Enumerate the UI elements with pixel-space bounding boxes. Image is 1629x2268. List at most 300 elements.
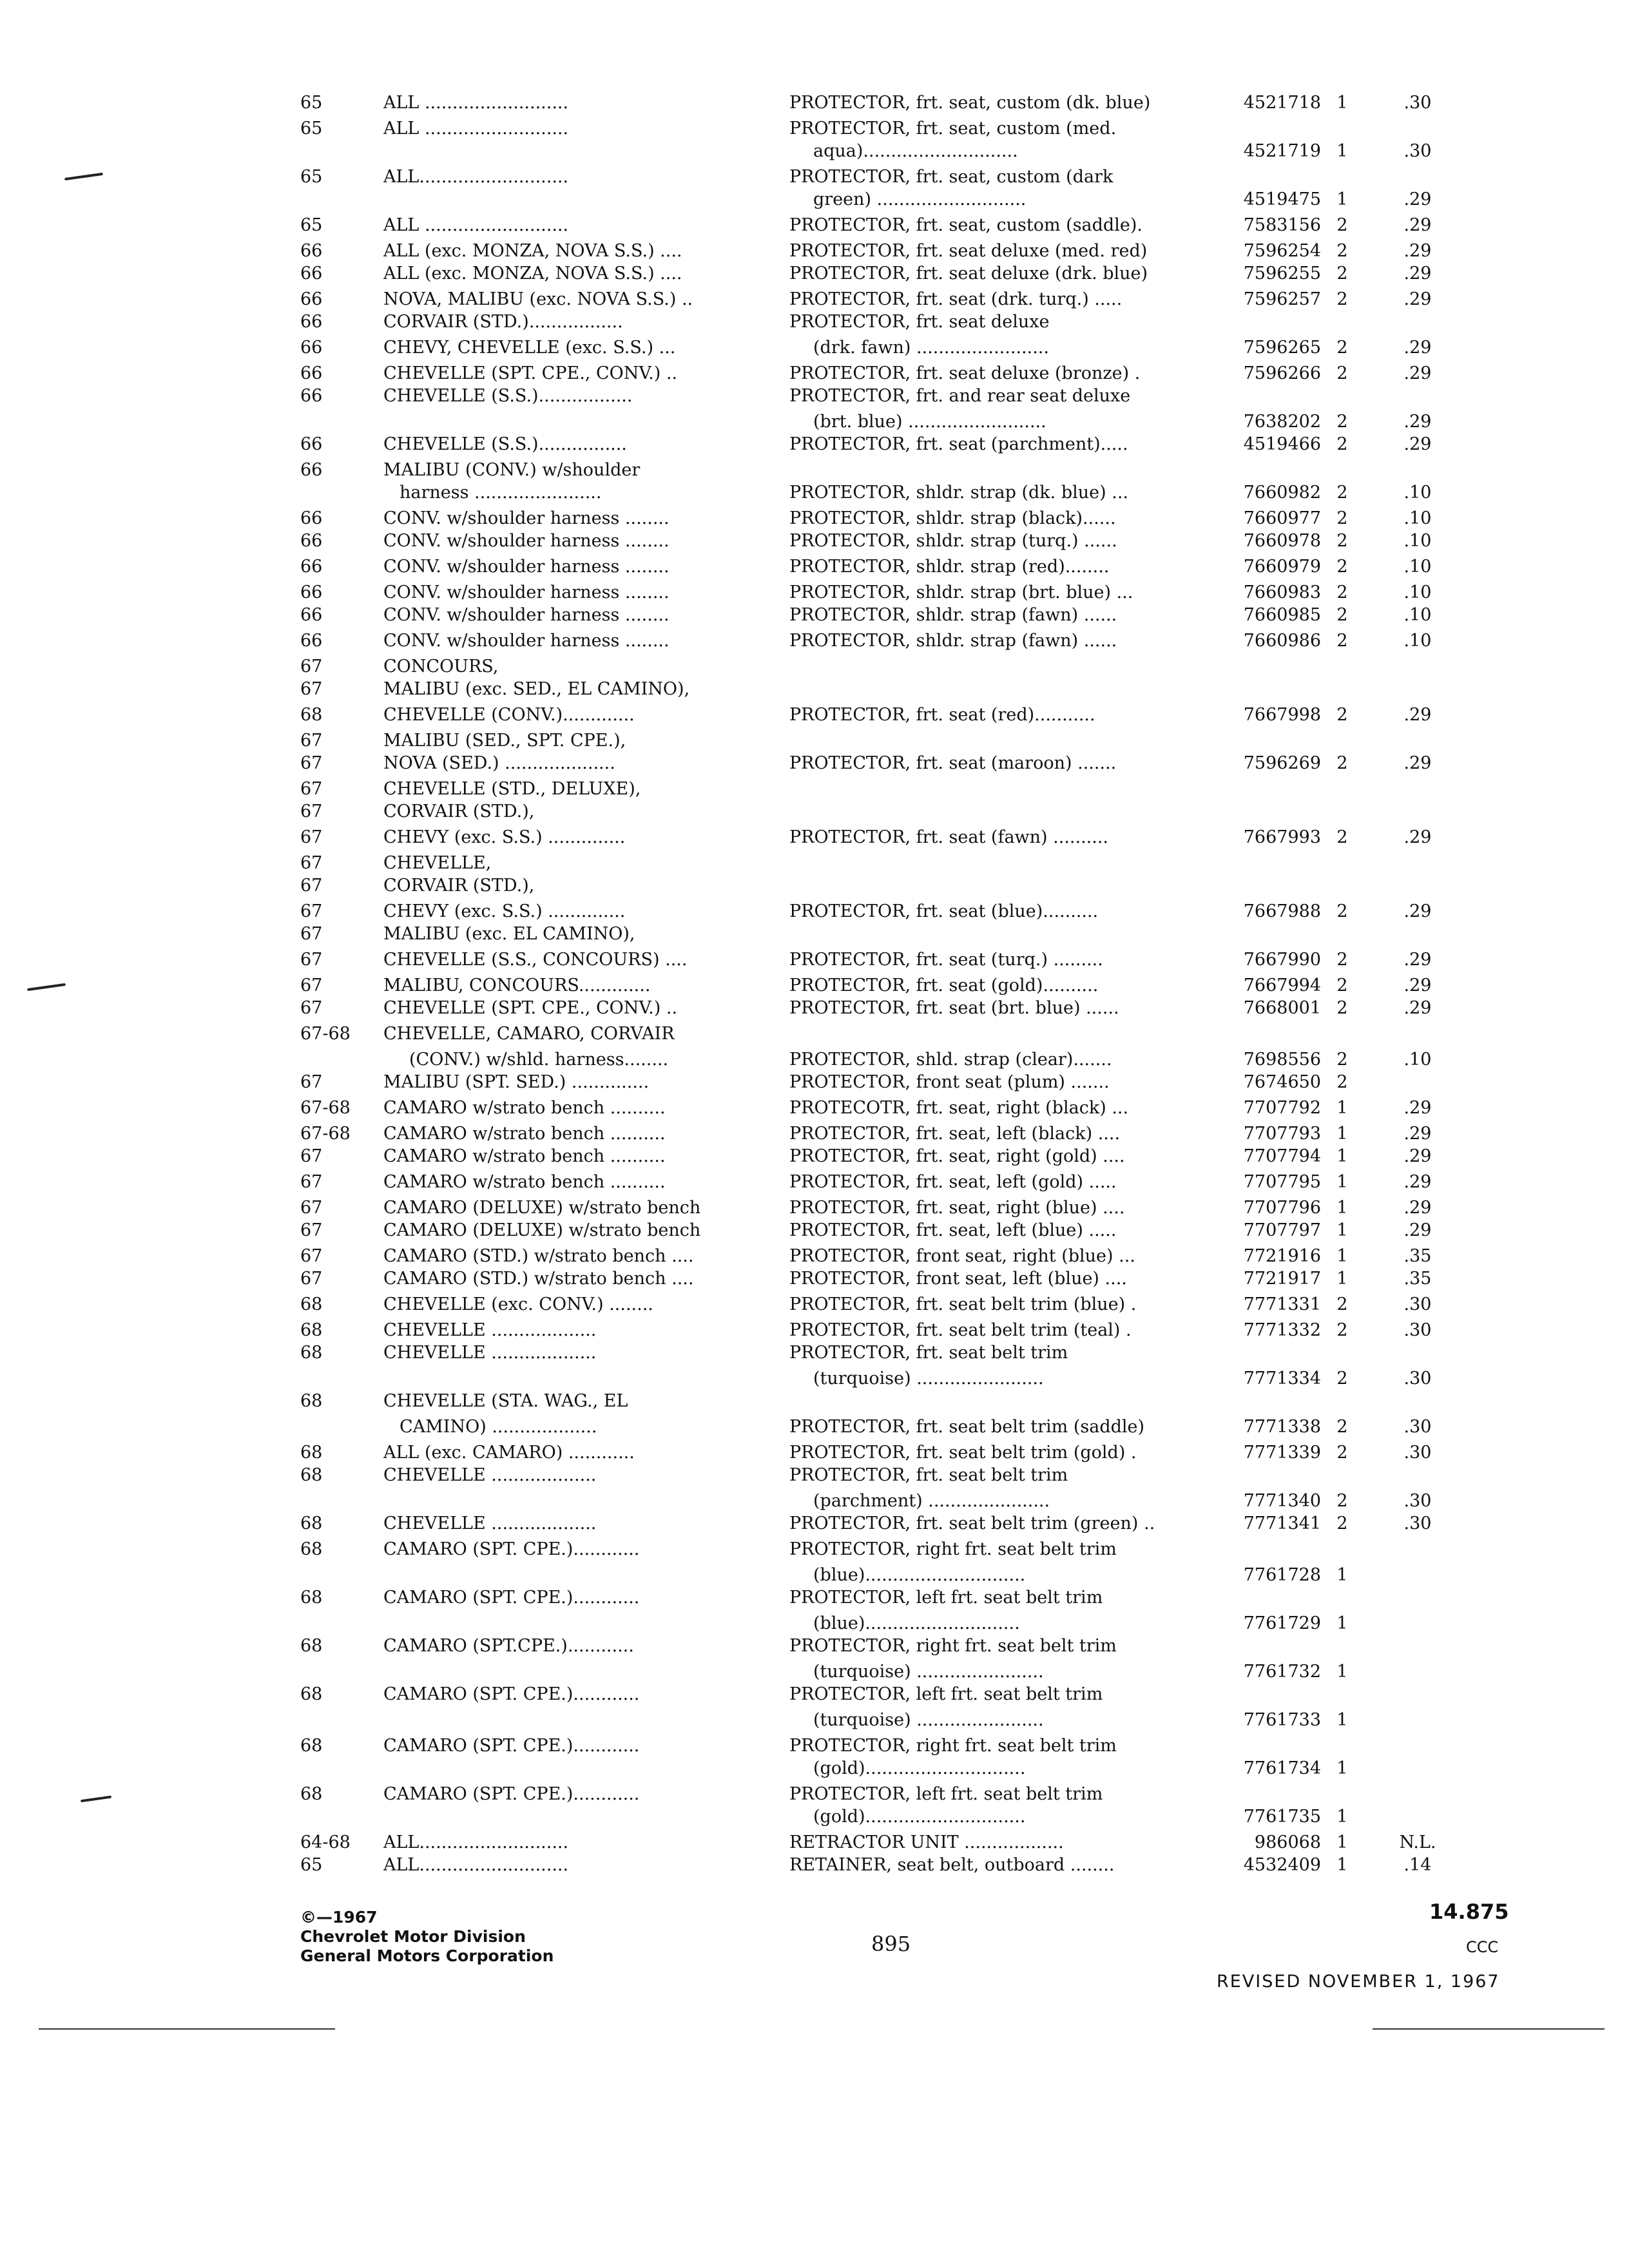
description-cell: aqua)............................: [813, 141, 1018, 161]
table-row: [0, 90, 1629, 116]
model-year-cell: 66: [300, 338, 323, 358]
quantity-cell: 2: [1336, 950, 1348, 970]
description-cell: PROTECTOR, frt. seat (maroon) .......: [789, 753, 1117, 773]
table-row: [0, 973, 1629, 999]
description-cell: [789, 457, 1215, 483]
price-cell: [1379, 654, 1456, 680]
price-cell: .10: [1403, 605, 1432, 625]
part-number-cell: [1224, 116, 1321, 142]
table-row: [0, 139, 1629, 164]
model-year-cell: [300, 1707, 378, 1733]
part-number-cell: [1224, 1389, 1321, 1414]
model-year-cell: [300, 1611, 378, 1637]
table-row: [0, 1440, 1629, 1466]
quantity-cell: 2: [1336, 1369, 1348, 1389]
model-year-cell: 67: [300, 779, 323, 799]
applicability-cell: (CONV.) w/shld. harness........: [409, 1050, 669, 1070]
quantity-cell: 1: [1336, 1269, 1348, 1289]
quantity-cell: 1: [1336, 1246, 1348, 1266]
applicability-cell: CHEVELLE (STD., DELUXE),: [383, 779, 641, 799]
copyright-notice: ©—1967: [300, 1908, 378, 1927]
description-cell: green) ...........................: [813, 189, 1027, 209]
table-row: [0, 187, 1629, 213]
description-cell: PROTECTOR, frt. seat belt trim (green) ..: [789, 1514, 1155, 1533]
applicability-cell: CHEVELLE (STA. WAG., EL: [383, 1391, 628, 1411]
price-cell: [1379, 1585, 1456, 1611]
table-row: [0, 1852, 1629, 1878]
description-cell: PROTECTOR, frt. seat, left (blue) .....: [789, 1220, 1117, 1240]
table-row: [0, 361, 1629, 387]
description-cell: PROTECTOR, frt. seat, custom (dk. blue): [789, 93, 1151, 113]
part-number-cell: 7674650: [1243, 1072, 1321, 1092]
part-number-cell: 7667998: [1243, 705, 1321, 725]
applicability-cell: [383, 187, 758, 213]
part-number-cell: [1224, 1782, 1321, 1807]
part-number-cell: [1224, 873, 1321, 899]
price-cell: .29: [1403, 1098, 1432, 1118]
model-year-cell: 65: [300, 93, 323, 113]
applicability-cell: [383, 139, 758, 164]
quantity-cell: [1331, 921, 1354, 947]
part-number-cell: 7771334: [1243, 1369, 1321, 1389]
table-row: [0, 1366, 1629, 1392]
applicability-cell: ALL...........................: [383, 167, 569, 187]
quantity-cell: [1331, 383, 1354, 409]
table-row: [0, 799, 1629, 825]
price-cell: .10: [1403, 531, 1432, 551]
price-cell: .10: [1403, 631, 1432, 651]
applicability-cell: ALL ..........................: [383, 93, 569, 113]
description-cell: PROTECTOR, frt. seat (blue)..........: [789, 901, 1099, 921]
description-cell: PROTECTOR, frt. seat deluxe: [789, 312, 1050, 332]
table-row: [0, 554, 1629, 580]
table-row: [0, 702, 1629, 728]
part-number-cell: 7660979: [1243, 557, 1321, 577]
part-number-cell: 7761732: [1243, 1662, 1321, 1682]
model-year-cell: 66: [300, 312, 323, 332]
applicability-cell: CHEVELLE, CAMARO, CORVAIR: [383, 1024, 675, 1044]
quantity-cell: [1331, 164, 1354, 190]
price-cell: [1379, 1611, 1456, 1637]
table-row: [0, 1782, 1629, 1807]
description-cell: PROTECTOR, frt. seat (turq.) .........: [789, 950, 1103, 970]
part-number-cell: [1224, 457, 1321, 483]
model-year-cell: 68: [300, 1539, 323, 1559]
quantity-cell: 2: [1336, 998, 1348, 1018]
description-cell: (turquoise) .......................: [813, 1710, 1044, 1730]
description-cell: (drk. fawn) ........................: [813, 338, 1049, 358]
applicability-cell: [383, 1611, 758, 1637]
model-year-cell: 66: [300, 386, 323, 406]
applicability-cell: CAMARO (STD.) w/strato bench ....: [383, 1246, 694, 1266]
model-year-cell: 66: [300, 460, 323, 480]
model-year-cell: 67: [300, 924, 323, 944]
part-number-cell: 7596266: [1243, 363, 1321, 383]
applicability-cell: CONV. w/shoulder harness ........: [383, 508, 670, 528]
description-cell: PROTECTOR, shldr. strap (dk. blue) ...: [789, 483, 1128, 503]
price-cell: [1379, 776, 1456, 802]
description-cell: PROTECTOR, frt. seat, right (blue) ....: [789, 1198, 1125, 1218]
model-year-cell: 66: [300, 264, 323, 284]
quantity-cell: 2: [1336, 1072, 1348, 1092]
applicability-cell: CHEVELLE ...................: [383, 1320, 597, 1340]
applicability-cell: CAMARO w/strato bench ..........: [383, 1098, 666, 1118]
part-number-cell: 7721917: [1243, 1269, 1321, 1289]
quantity-cell: 2: [1336, 264, 1348, 284]
model-year-cell: 66: [300, 582, 323, 602]
price-cell: .29: [1403, 705, 1432, 725]
description-cell: PROTECTOR, frt. seat, custom (saddle).: [789, 215, 1142, 235]
description-cell: PROTECTOR, frt. seat, custom (med.: [789, 119, 1117, 139]
price-cell: [1379, 309, 1456, 335]
model-year-cell: 65: [300, 119, 323, 139]
table-row: [0, 1511, 1629, 1537]
description-cell: (turquoise) .......................: [813, 1369, 1044, 1389]
table-row: [0, 995, 1629, 1021]
division-name: Chevrolet Motor Division: [300, 1927, 526, 1946]
part-number-cell: 7771340: [1243, 1491, 1321, 1511]
table-row: [0, 1488, 1629, 1514]
table-row: [0, 164, 1629, 190]
table-row: [0, 1169, 1629, 1195]
price-cell: .29: [1403, 241, 1432, 261]
description-cell: PROTECTOR, frt. seat, custom (dark: [789, 167, 1113, 187]
description-cell: [789, 776, 1215, 802]
description-cell: PROTECTOR, left frt. seat belt trim: [789, 1684, 1103, 1704]
model-year-cell: 66: [300, 557, 323, 577]
description-cell: [789, 654, 1215, 680]
description-cell: PROTECTOR, shld. strap (clear).......: [789, 1050, 1112, 1070]
applicability-cell: [383, 1756, 758, 1782]
applicability-cell: CONCOURS,: [383, 657, 499, 677]
model-year-cell: 68: [300, 1465, 323, 1485]
quantity-cell: 1: [1336, 1146, 1348, 1166]
description-cell: PROTECTOR, frt. seat (fawn) ..........: [789, 827, 1108, 847]
description-cell: (brt. blue) .........................: [813, 412, 1046, 432]
description-cell: PROTECTOR, shldr. strap (fawn) ......: [789, 631, 1117, 651]
price-cell: .29: [1403, 1172, 1432, 1192]
price-cell: [1379, 1537, 1456, 1562]
section-number: 14.875: [1429, 1899, 1509, 1924]
applicability-cell: MALIBU, CONCOURS.............: [383, 975, 651, 995]
applicability-cell: ALL ..........................: [383, 119, 569, 139]
part-number-cell: 7583156: [1243, 215, 1321, 235]
table-row: [0, 899, 1629, 925]
model-year-cell: 67: [300, 853, 323, 873]
table-row: [0, 947, 1629, 973]
description-cell: [789, 1389, 1215, 1414]
quantity-cell: 1: [1336, 1565, 1348, 1585]
part-number-cell: [1224, 1021, 1321, 1047]
page-code: CCC: [1466, 1938, 1499, 1956]
description-cell: (parchment) ......................: [813, 1491, 1050, 1511]
part-number-cell: 4519475: [1243, 189, 1321, 209]
quantity-cell: 1: [1336, 1662, 1348, 1682]
applicability-cell: [383, 409, 758, 435]
model-year-cell: 67: [300, 802, 323, 822]
price-cell: .29: [1403, 215, 1432, 235]
price-cell: .29: [1403, 827, 1432, 847]
applicability-cell: CHEVELLE (S.S., CONCOURS) ....: [383, 950, 688, 970]
part-number-cell: [1224, 309, 1321, 335]
price-cell: .29: [1403, 1146, 1432, 1166]
table-row: [0, 213, 1629, 238]
applicability-cell: ALL (exc. MONZA, NOVA S.S.) ....: [383, 264, 682, 284]
quantity-cell: 1: [1336, 189, 1348, 209]
applicability-cell: CHEVELLE (exc. CONV.) ........: [383, 1294, 653, 1314]
description-cell: RETAINER, seat belt, outboard ........: [789, 1855, 1115, 1875]
model-year-cell: 67: [300, 876, 323, 896]
applicability-cell: MALIBU (SPT. SED.) ..............: [383, 1072, 650, 1092]
model-year-cell: 67: [300, 753, 323, 773]
table-row: [0, 1830, 1629, 1856]
table-row: [0, 602, 1629, 628]
quantity-cell: 2: [1336, 827, 1348, 847]
part-number-cell: [1224, 921, 1321, 947]
quantity-cell: 2: [1336, 705, 1348, 725]
quantity-cell: 1: [1336, 1198, 1348, 1218]
quantity-cell: 2: [1336, 531, 1348, 551]
description-cell: PROTECTOR, frt. seat, left (gold) .....: [789, 1172, 1117, 1192]
price-cell: [1379, 799, 1456, 825]
part-number-cell: 7667990: [1243, 950, 1321, 970]
part-number-cell: 7761735: [1243, 1807, 1321, 1827]
description-cell: PROTECTOR, frt. seat belt trim: [789, 1465, 1068, 1485]
part-number-cell: 7596265: [1243, 338, 1321, 358]
price-cell: .35: [1403, 1246, 1432, 1266]
part-number-cell: 7707796: [1243, 1198, 1321, 1218]
model-year-cell: [300, 1562, 378, 1588]
part-number-cell: [1224, 1340, 1321, 1366]
applicability-cell: CAMARO (DELUXE) w/strato bench: [383, 1198, 701, 1218]
quantity-cell: 1: [1336, 1807, 1348, 1827]
price-cell: [1379, 728, 1456, 754]
applicability-cell: CAMARO (DELUXE) w/strato bench: [383, 1220, 701, 1240]
table-row: [0, 1095, 1629, 1121]
description-cell: (gold).............................: [813, 1807, 1026, 1827]
model-year-cell: 67: [300, 1269, 323, 1289]
description-cell: (blue).............................: [813, 1565, 1026, 1585]
applicability-cell: CHEVELLE (SPT. CPE., CONV.) ..: [383, 363, 678, 383]
model-year-cell: [300, 480, 378, 506]
quantity-cell: [1331, 799, 1354, 825]
price-cell: .30: [1403, 1294, 1432, 1314]
part-number-cell: 4532409: [1243, 1855, 1321, 1875]
description-cell: PROTECOTR, frt. seat, right (black) ...: [789, 1098, 1129, 1118]
price-cell: [1379, 1562, 1456, 1588]
part-number-cell: 7761728: [1243, 1565, 1321, 1585]
part-number-cell: [1224, 1537, 1321, 1562]
description-cell: [789, 873, 1215, 899]
model-year-cell: 68: [300, 1320, 323, 1340]
table-row: [0, 1021, 1629, 1047]
price-cell: .29: [1403, 189, 1432, 209]
model-year-cell: 67: [300, 1246, 323, 1266]
quantity-cell: 1: [1336, 1855, 1348, 1875]
part-number-cell: 7771338: [1243, 1417, 1321, 1437]
quantity-cell: 2: [1336, 508, 1348, 528]
part-number-cell: 7668001: [1243, 998, 1321, 1018]
table-row: [0, 1562, 1629, 1588]
applicability-cell: CORVAIR (STD.),: [383, 876, 535, 896]
description-cell: PROTECTOR, frt. seat (drk. turq.) .....: [789, 289, 1123, 309]
part-number-cell: [1224, 1733, 1321, 1759]
table-row: [0, 1144, 1629, 1169]
part-number-cell: [1224, 1633, 1321, 1659]
part-number-cell: 4519466: [1243, 434, 1321, 454]
price-cell: .29: [1403, 264, 1432, 284]
quantity-cell: 1: [1336, 1710, 1348, 1730]
price-cell: [1379, 850, 1456, 876]
description-cell: PROTECTOR, right frt. seat belt trim: [789, 1636, 1117, 1656]
price-cell: .29: [1403, 975, 1432, 995]
quantity-cell: 1: [1336, 1613, 1348, 1633]
table-row: [0, 1611, 1629, 1637]
table-row: [0, 1682, 1629, 1707]
price-cell: [1379, 873, 1456, 899]
quantity-cell: 1: [1336, 1832, 1348, 1852]
model-year-cell: [300, 1659, 378, 1685]
applicability-cell: NOVA, MALIBU (exc. NOVA S.S.) ..: [383, 289, 693, 309]
quantity-cell: 1: [1336, 1172, 1348, 1192]
table-row: [0, 1292, 1629, 1318]
applicability-cell: CHEVELLE (S.S.).................: [383, 386, 633, 406]
price-cell: [1379, 1682, 1456, 1707]
applicability-cell: [383, 1659, 758, 1685]
part-number-cell: [1224, 1682, 1321, 1707]
table-row: [0, 528, 1629, 554]
description-cell: PROTECTOR, frt. seat (gold)..........: [789, 975, 1099, 995]
price-cell: .30: [1403, 1320, 1432, 1340]
price-cell: [1379, 1070, 1456, 1095]
table-row: [0, 1195, 1629, 1221]
quantity-cell: 1: [1336, 93, 1348, 113]
price-cell: .29: [1403, 412, 1432, 432]
model-year-cell: 66: [300, 241, 323, 261]
model-year-cell: [300, 1756, 378, 1782]
applicability-cell: CHEVY, CHEVELLE (exc. S.S.) ...: [383, 338, 676, 358]
quantity-cell: 2: [1336, 1417, 1348, 1437]
table-row: [0, 335, 1629, 361]
description-cell: PROTECTOR, frt. seat belt trim (gold) .: [789, 1443, 1137, 1463]
applicability-cell: CORVAIR (STD.).................: [383, 312, 623, 332]
model-year-cell: 68: [300, 705, 323, 725]
quantity-cell: 1: [1336, 1124, 1348, 1144]
price-cell: .29: [1403, 1220, 1432, 1240]
model-year-cell: [300, 1488, 378, 1514]
quantity-cell: 2: [1336, 1514, 1348, 1533]
applicability-cell: [383, 1488, 758, 1514]
model-year-cell: 67: [300, 827, 323, 847]
table-row: [0, 1733, 1629, 1759]
quantity-cell: [1331, 1537, 1354, 1562]
model-year-cell: 68: [300, 1588, 323, 1608]
model-year-cell: 66: [300, 363, 323, 383]
quantity-cell: [1331, 1340, 1354, 1366]
quantity-cell: 2: [1336, 483, 1348, 503]
quantity-cell: [1331, 116, 1354, 142]
applicability-cell: MALIBU (exc. EL CAMINO),: [383, 924, 635, 944]
applicability-cell: MALIBU (CONV.) w/shoulder: [383, 460, 641, 480]
applicability-cell: ALL (exc. CAMARO) ............: [383, 1443, 635, 1463]
price-cell: .29: [1403, 1198, 1432, 1218]
applicability-cell: CHEVELLE (SPT. CPE., CONV.) ..: [383, 998, 678, 1018]
table-row: [0, 1537, 1629, 1562]
description-cell: PROTECTOR, frt. seat belt trim (saddle): [789, 1417, 1145, 1437]
table-row: [0, 238, 1629, 264]
bottom-rule-left: [39, 2028, 335, 2030]
model-year-cell: 67: [300, 657, 323, 677]
table-row: [0, 654, 1629, 680]
model-year-cell: 67: [300, 1146, 323, 1166]
part-number-cell: 7707794: [1243, 1146, 1321, 1166]
model-year-cell: 65: [300, 215, 323, 235]
description-cell: PROTECTOR, shldr. strap (brt. blue) ...: [789, 582, 1133, 602]
description-cell: PROTECTOR, frt. seat deluxe (med. red): [789, 241, 1148, 261]
applicability-cell: NOVA (SED.) ....................: [383, 753, 615, 773]
model-year-cell: [300, 1804, 378, 1830]
description-cell: PROTECTOR, frt. seat deluxe (bronze) .: [789, 363, 1141, 383]
part-number-cell: [1224, 654, 1321, 680]
model-year-cell: 67: [300, 1220, 323, 1240]
part-number-cell: 7761729: [1243, 1613, 1321, 1633]
part-number-cell: 7596257: [1243, 289, 1321, 309]
description-cell: RETRACTOR UNIT ..................: [789, 1832, 1064, 1852]
quantity-cell: 2: [1336, 901, 1348, 921]
description-cell: PROTECTOR, frt. seat, left (black) ....: [789, 1124, 1121, 1144]
description-cell: PROTECTOR, frt. seat, right (gold) ....: [789, 1146, 1125, 1166]
price-cell: .29: [1403, 998, 1432, 1018]
table-row: [0, 409, 1629, 435]
description-cell: PROTECTOR, frt. seat (brt. blue) ......: [789, 998, 1119, 1018]
price-cell: [1379, 116, 1456, 142]
model-year-cell: 68: [300, 1684, 323, 1704]
model-year-cell: 67: [300, 731, 323, 751]
applicability-cell: CHEVY (exc. S.S.) ..............: [383, 827, 626, 847]
table-row: [0, 850, 1629, 876]
table-row: [0, 628, 1629, 654]
part-number-cell: 7707793: [1243, 1124, 1321, 1144]
price-cell: .30: [1403, 141, 1432, 161]
price-cell: [1379, 457, 1456, 483]
applicability-cell: [383, 1562, 758, 1588]
table-row: [0, 1756, 1629, 1782]
model-year-cell: 66: [300, 631, 323, 651]
quantity-cell: [1331, 654, 1354, 680]
description-cell: PROTECTOR, shldr. strap (fawn) ......: [789, 605, 1117, 625]
quantity-cell: [1331, 728, 1354, 754]
model-year-cell: 67-68: [300, 1098, 351, 1118]
applicability-cell: ALL...........................: [383, 1855, 569, 1875]
part-number-cell: 4521718: [1243, 93, 1321, 113]
applicability-cell: CAMINO) ...................: [400, 1417, 597, 1437]
quantity-cell: 2: [1336, 1294, 1348, 1314]
model-year-cell: [300, 1047, 378, 1073]
price-cell: .29: [1403, 753, 1432, 773]
part-number-cell: 7667988: [1243, 901, 1321, 921]
part-number-cell: [1224, 383, 1321, 409]
price-cell: .30: [1403, 1443, 1432, 1463]
model-year-cell: [300, 187, 378, 213]
applicability-cell: CAMARO (SPT. CPE.)............: [383, 1539, 640, 1559]
applicability-cell: CHEVELLE ...................: [383, 1343, 597, 1363]
model-year-cell: 66: [300, 531, 323, 551]
model-year-cell: 68: [300, 1443, 323, 1463]
model-year-cell: 68: [300, 1514, 323, 1533]
price-cell: [1379, 1707, 1456, 1733]
table-row: [0, 728, 1629, 754]
revision-date: REVISED NOVEMBER 1, 1967: [1217, 1972, 1500, 1992]
